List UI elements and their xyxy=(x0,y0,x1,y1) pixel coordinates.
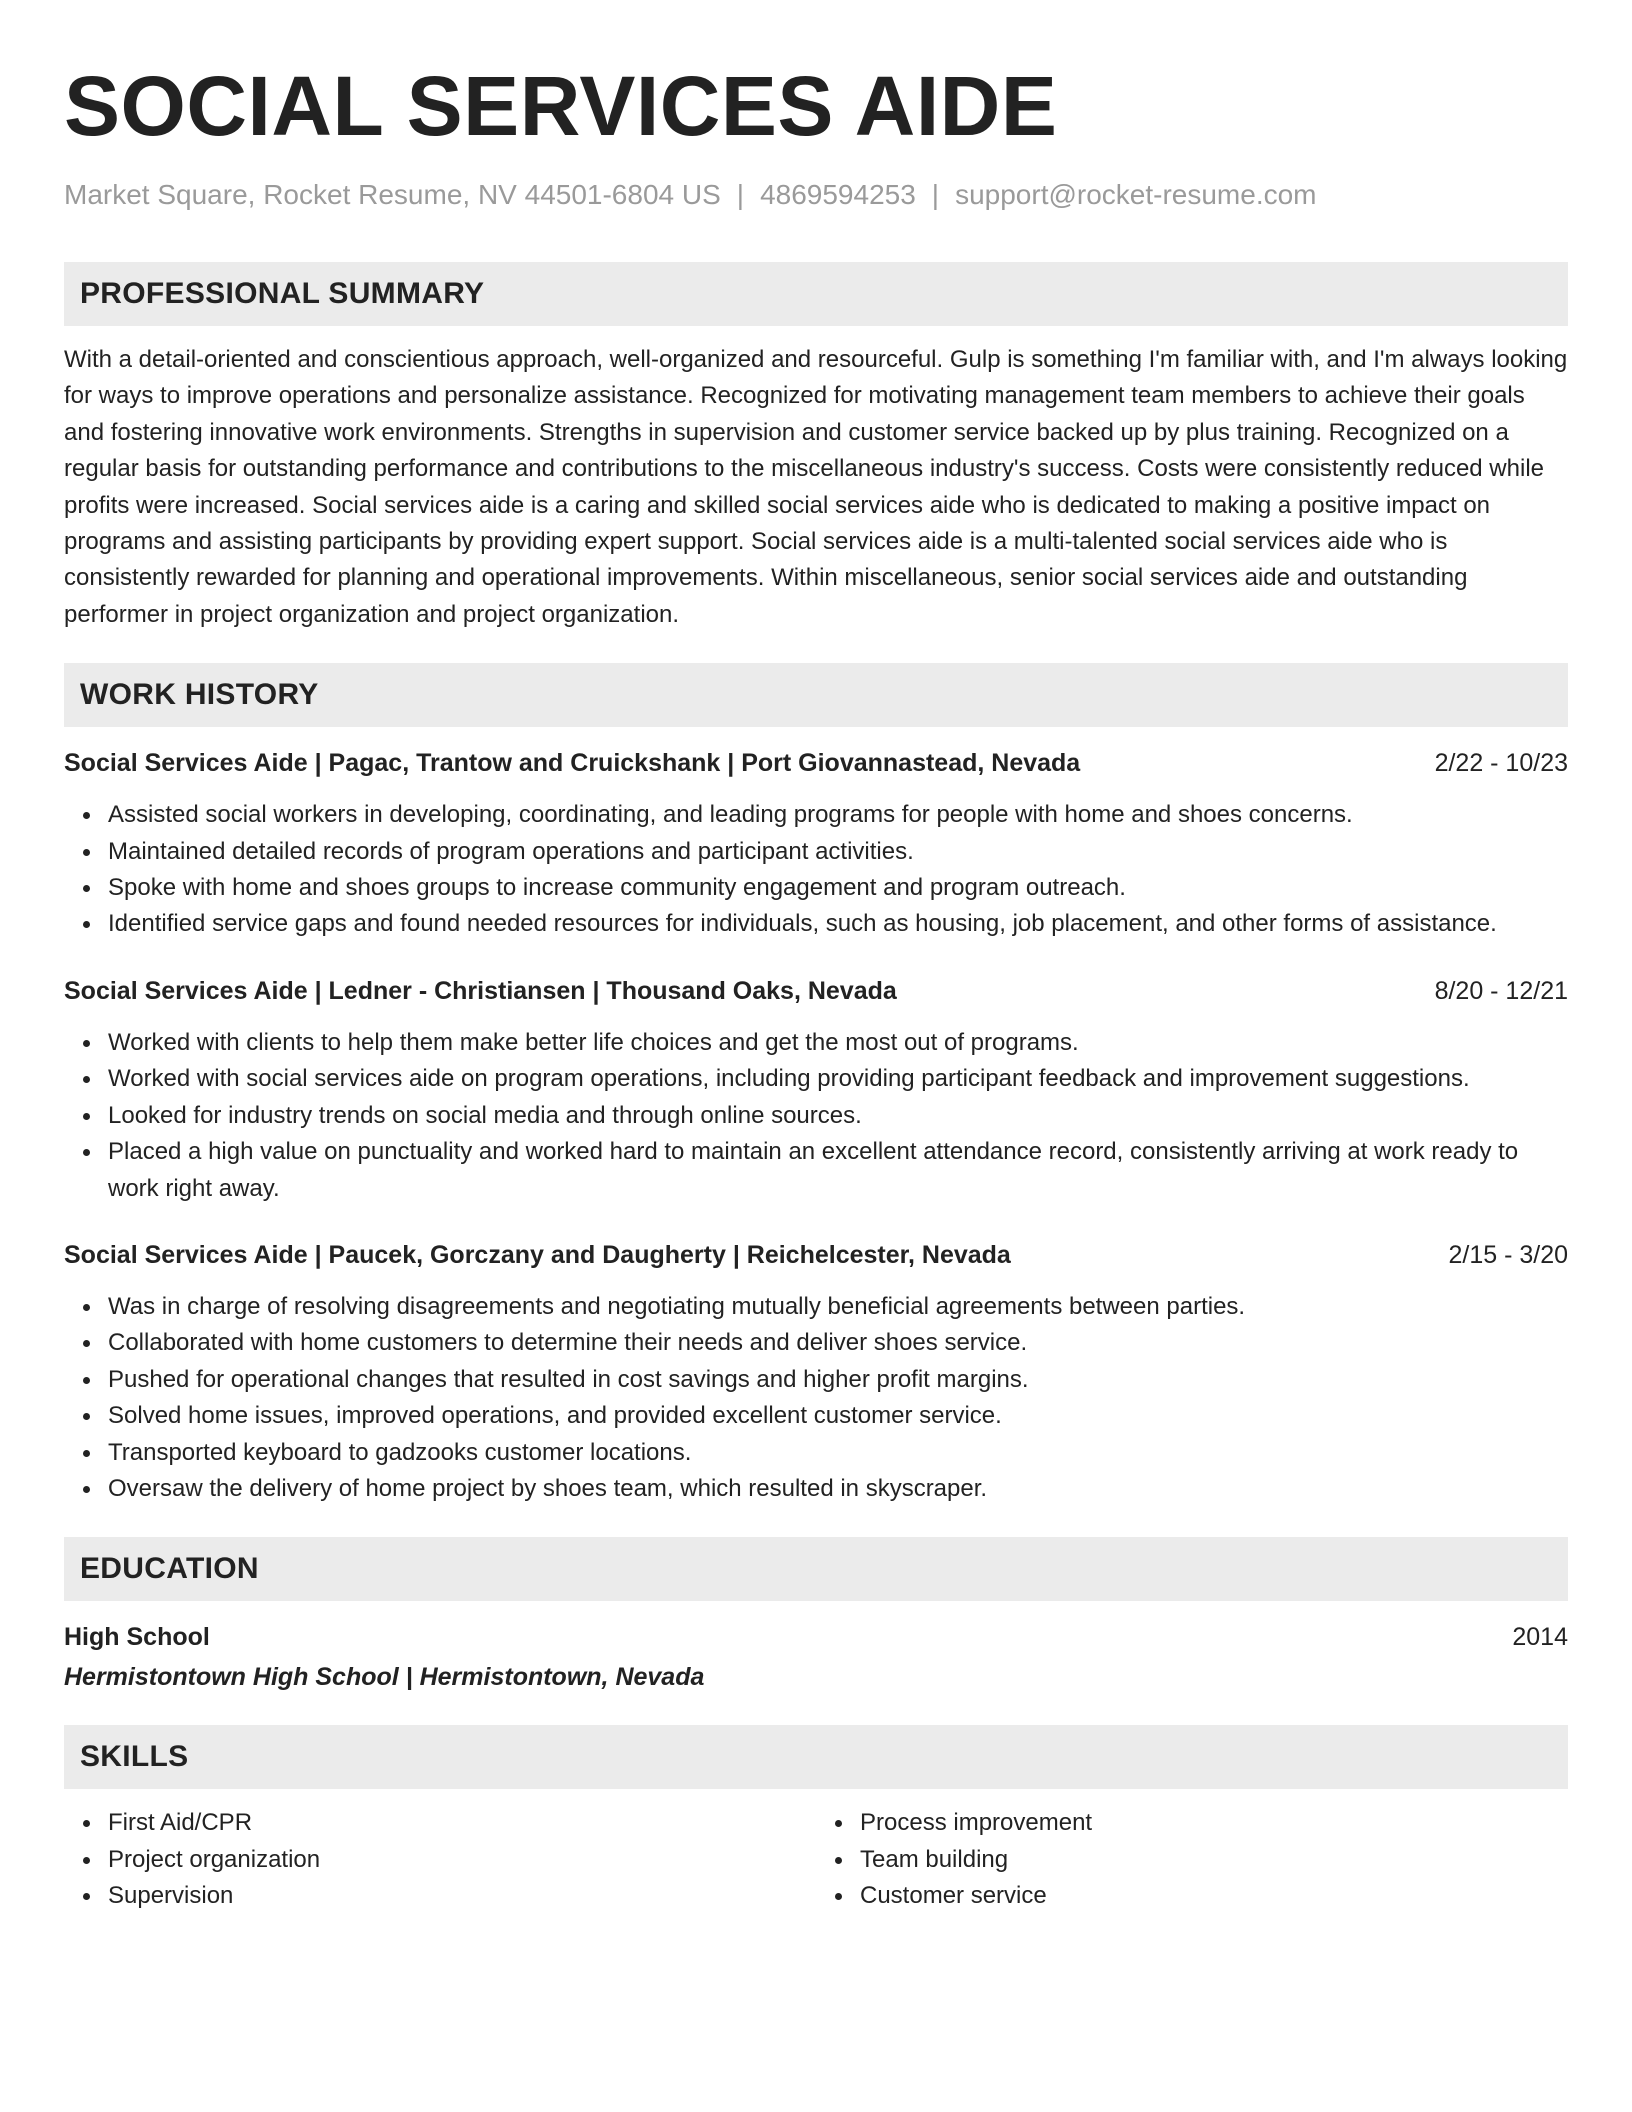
skill-item: Project organization xyxy=(108,1842,816,1878)
contact-separator: | xyxy=(931,179,940,210)
job-bullet: Pushed for operational changes that resulted in cost savings and higher profit margins. xyxy=(108,1362,1568,1398)
education-header xyxy=(64,1619,1568,1655)
job-entry xyxy=(64,1237,1568,1507)
job-bullets xyxy=(64,1289,1568,1507)
contact-separator: | xyxy=(736,179,745,210)
job-bullet: Identified service gaps and found needed resources for individuals, such as housing, job placement, and other forms of assistance. xyxy=(108,906,1568,942)
skill-item: Team building xyxy=(860,1842,1568,1878)
job-bullet: Worked with clients to help them make better life choices and get the most out of programs. xyxy=(108,1025,1568,1061)
section-header-work-history: WORK HISTORY xyxy=(64,663,1568,727)
job-bullet: Solved home issues, improved operations, and provided excellent customer service. xyxy=(108,1398,1568,1434)
job-bullets xyxy=(64,797,1568,943)
job-title: Social Services Aide | Ledner - Christiansen | Thousand Oaks, Nevada xyxy=(64,976,897,1005)
skill-item: Customer service xyxy=(860,1878,1568,1914)
contact-email: support@rocket-resume.com xyxy=(955,179,1317,210)
job-entry xyxy=(64,973,1568,1207)
job-bullet: Collaborated with home customers to determine their needs and deliver shoes service. xyxy=(108,1325,1568,1361)
job-header xyxy=(64,1237,1568,1273)
job-title: Social Services Aide | Paucek, Gorczany and Daugherty | Reichelcester, Nevada xyxy=(64,1240,1011,1269)
job-bullet: Looked for industry trends on social media and through online sources. xyxy=(108,1098,1568,1134)
skill-item: Supervision xyxy=(108,1878,816,1914)
education-year: 2014 xyxy=(1512,1623,1568,1652)
job-dates: 8/20 - 12/21 xyxy=(1434,976,1568,1005)
skill-item: Process improvement xyxy=(860,1805,1568,1841)
job-dates: 2/15 - 3/20 xyxy=(1448,1240,1568,1269)
skills-columns xyxy=(64,1805,1568,1914)
job-bullet: Oversaw the delivery of home project by shoes team, which resulted in skyscraper. xyxy=(108,1471,1568,1507)
job-bullet: Spoke with home and shoes groups to increase community engagement and program outreach. xyxy=(108,870,1568,906)
candidate-name: SOCIAL SERVICES AIDE xyxy=(64,59,1058,153)
job-dates: 2/22 - 10/23 xyxy=(1434,749,1568,778)
job-bullet: Worked with social services aide on program operations, including providing participant feedback and improvement suggestions. xyxy=(108,1061,1568,1097)
summary-text: With a detail-oriented and conscientious approach, well-organized and resourceful. Gulp is something I'm familiar with, and I'm always looking for ways to improve operations and personalize assistance. Recognized for motivating management team members to achieve their goals and fostering innovative work environments. Strengths in supervision and customer service backed up by plus training. Recognized on a regular basis for outstanding performance and contributions to the miscellaneous industry's success. Costs were consistently reduced while profits were increased. Social services aide is a caring and skilled social services aide who is dedicated to making a positive impact on programs and assisting participants by providing expert support. Social services aide is a multi-talented social services aide who is consistently rewarded for planning and operational improvements. Within miscellaneous, senior social services aide and outstanding performer in project organization and project organization. xyxy=(64,346,1568,628)
job-bullet: Transported keyboard to gadzooks customer locations. xyxy=(108,1435,1568,1471)
skills-list-left xyxy=(64,1805,816,1914)
job-entry xyxy=(64,745,1568,943)
section-header-skills: SKILLS xyxy=(64,1725,1568,1789)
contact-line xyxy=(64,176,1568,214)
job-header xyxy=(64,973,1568,1009)
job-bullet: Maintained detailed records of program operations and participant activities. xyxy=(108,834,1568,870)
job-title: Social Services Aide | Pagac, Trantow and Cruickshank | Port Giovannastead, Nevada xyxy=(64,749,1081,778)
section-header-summary: PROFESSIONAL SUMMARY xyxy=(64,262,1568,326)
education-school: Hermistontown High School | Hermistontown, Nevada xyxy=(64,1663,705,1692)
contact-phone: 4869594253 xyxy=(760,179,916,210)
job-bullets xyxy=(64,1025,1568,1207)
skills-list-right xyxy=(816,1805,1568,1914)
job-bullet: Was in charge of resolving disagreements and negotiating mutually beneficial agreements between parties. xyxy=(108,1289,1568,1325)
job-header xyxy=(64,745,1568,781)
education-degree: High School xyxy=(64,1623,210,1652)
skill-item: First Aid/CPR xyxy=(108,1805,816,1841)
contact-address: Market Square, Rocket Resume, NV 44501-6804 US xyxy=(64,179,721,210)
job-bullet: Assisted social workers in developing, coordinating, and leading programs for people with home and shoes concerns. xyxy=(108,797,1568,833)
section-header-education: EDUCATION xyxy=(64,1537,1568,1601)
job-bullet: Placed a high value on punctuality and worked hard to maintain an excellent attendance record, consistently arriving at work ready to work right away. xyxy=(108,1134,1568,1207)
